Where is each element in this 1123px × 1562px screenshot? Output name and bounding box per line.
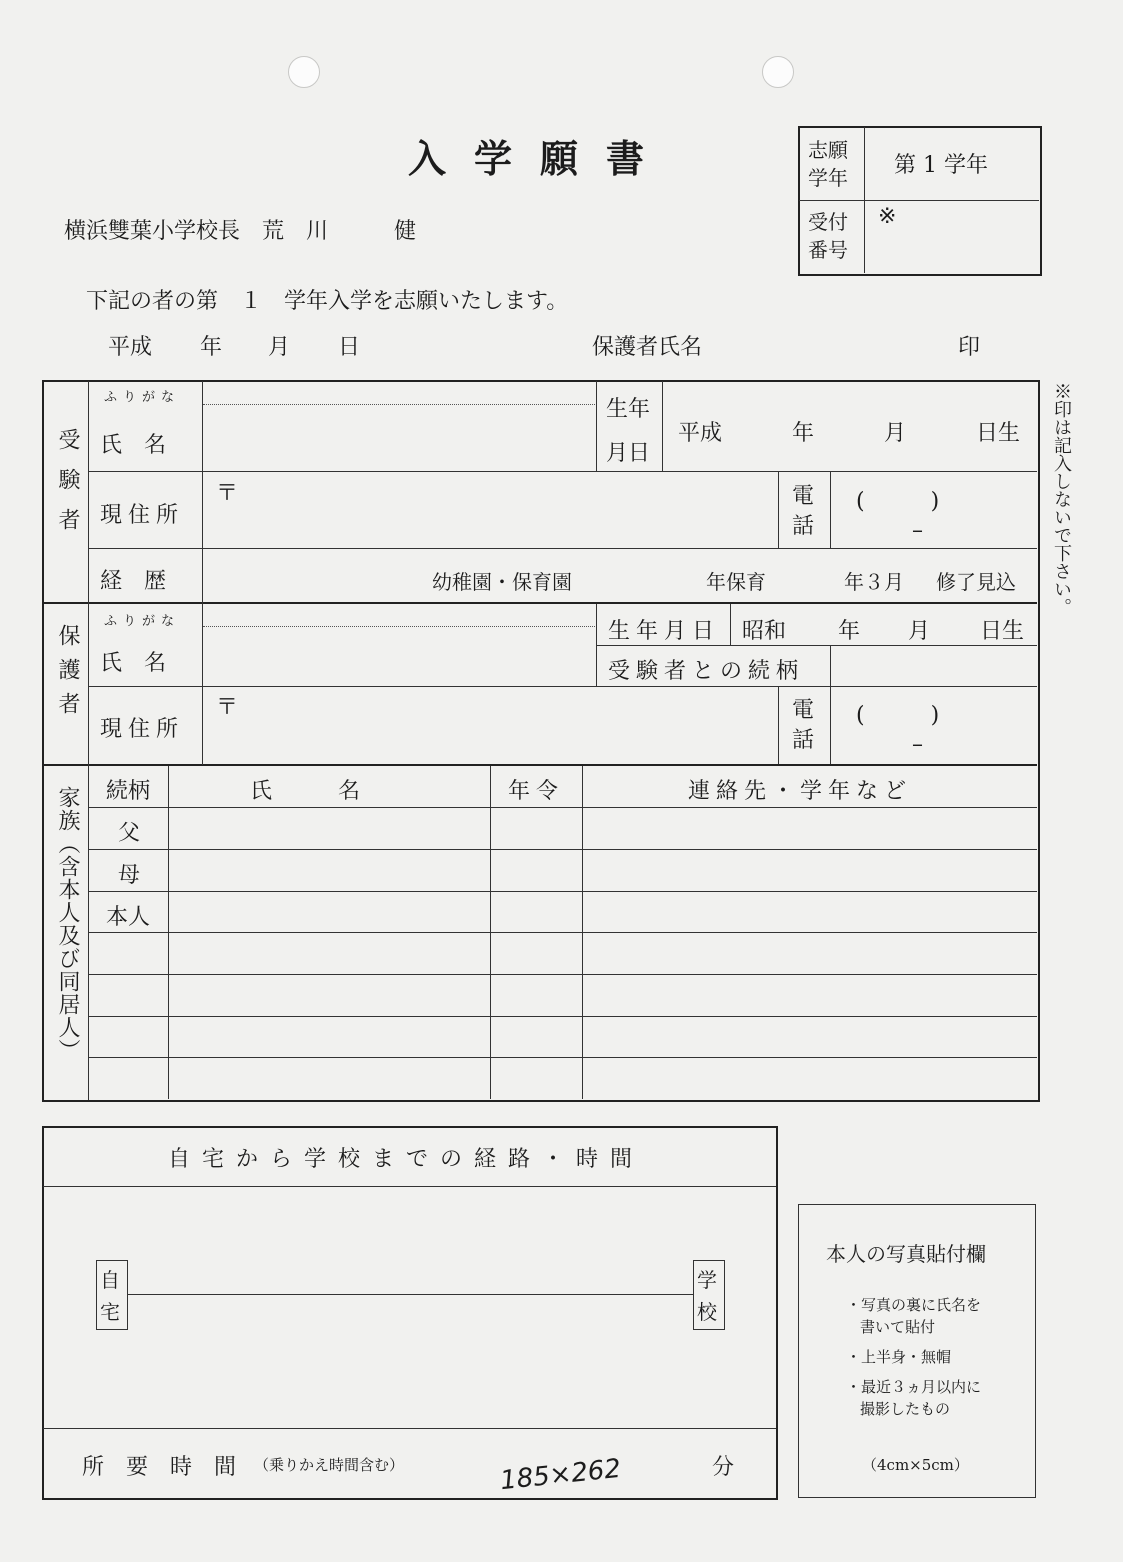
applicant-phone-field[interactable] — [832, 473, 1034, 547]
guardian-relation-label: 受験者との続柄 — [608, 659, 805, 684]
photo-title: 本人の写真貼付欄 — [826, 1242, 986, 1266]
family-age-fields[interactable] — [492, 809, 580, 1097]
family-col-name: 氏 名 — [250, 779, 361, 804]
date-year: 年 — [200, 335, 223, 360]
applicant-name-field[interactable] — [204, 408, 594, 468]
applicant-phone-dash: – — [912, 518, 923, 543]
guardian-postal-mark: 〒 — [216, 695, 239, 720]
guardian-row-line — [89, 686, 1037, 687]
addressee: 横浜雙葉小学校長 荒 川 健 — [64, 219, 417, 244]
applicant-birth-label-1: 生年 — [606, 397, 651, 422]
applicant-history-label: 経 歴 — [100, 569, 167, 594]
punch-hole-right — [762, 56, 794, 88]
history-graduation: 年３月 — [844, 570, 904, 594]
applicant-furigana-label: ふりがな — [104, 390, 181, 405]
guardian-family-divider — [43, 764, 1037, 766]
grade-value: 第 1 学年 — [894, 153, 988, 178]
applicant-birth-month: 月 — [884, 421, 907, 446]
applicant-postal-mark: 〒 — [216, 481, 239, 506]
applicant-birth-line-l — [596, 381, 597, 471]
family-row-line-0 — [89, 807, 1037, 808]
history-kindergarten: 幼稚園・保育園 — [432, 570, 572, 594]
applicant-section-label: 受験者 — [55, 428, 80, 548]
applicant-name-label: 氏 名 — [100, 433, 167, 458]
section-label-column-line — [88, 381, 89, 1100]
guardian-phone-paren: ( ) — [856, 703, 940, 728]
school-marker: 学校 — [697, 1268, 717, 1324]
grade-label: 志願学年 — [808, 138, 848, 190]
family-row-mother: 母 — [118, 863, 141, 888]
family-section-label: 家族（含本人及び同居人） — [55, 786, 80, 1062]
applicant-phone-paren: ( ) — [856, 489, 940, 514]
applicant-birth-year: 年 — [792, 421, 815, 446]
family-col-age: 年令 — [508, 779, 565, 804]
route-drawing-area[interactable] — [44, 1188, 772, 1426]
history-years: 年保育 — [706, 570, 766, 594]
history-expected: 修了見込 — [936, 570, 1016, 594]
photo-note-4: ・最近３ヵ月以内に — [846, 1378, 982, 1396]
applicant-address-label: 現住所 — [100, 503, 185, 528]
side-note: ※印は記入しないで下さい。 — [1051, 382, 1072, 616]
photo-size: （4cm×5cm） — [862, 1456, 969, 1474]
applicant-row-line-1 — [89, 471, 1037, 472]
family-contact-fields[interactable] — [584, 809, 1034, 1097]
applicant-furigana-line — [203, 404, 595, 405]
family-col-contact: 連絡先・学年など — [688, 779, 913, 804]
guardian-mid-line — [596, 645, 1037, 646]
guardian-furigana-line — [203, 626, 595, 627]
receipt-number-label: 受付番号 — [808, 210, 848, 262]
guardian-birth-day: 日生 — [980, 619, 1025, 644]
family-col-relation: 続柄 — [106, 779, 151, 804]
guardian-relation-line — [830, 646, 831, 686]
guardian-phone-label: 電話 — [792, 698, 815, 753]
applicant-row-line-2 — [89, 548, 1037, 549]
family-row-self: 本人 — [106, 905, 151, 930]
applicant-birth-label-2: 月日 — [606, 441, 651, 466]
label-column-line — [202, 381, 203, 765]
guardian-relation-field[interactable] — [832, 648, 1034, 684]
minutes-label: 分 — [712, 1455, 735, 1480]
travel-time-label: 所要時間 — [82, 1455, 259, 1480]
applicant-address-field[interactable] — [204, 473, 778, 547]
guardian-address-label: 現住所 — [100, 717, 185, 742]
photo-note-5: 撮影したもの — [860, 1400, 951, 1418]
applicant-guardian-divider — [43, 602, 1037, 604]
family-name-fields[interactable] — [170, 809, 488, 1097]
guardian-birth-era: 昭和 — [742, 619, 787, 644]
guardian-birth-year: 年 — [838, 619, 861, 644]
photo-note-2: 書いて貼付 — [860, 1318, 936, 1336]
route-time-line — [43, 1428, 776, 1429]
date-month: 月 — [268, 335, 291, 360]
form-title: 入学願書 — [408, 136, 673, 181]
guardian-address-field[interactable] — [204, 688, 778, 762]
route-title-line — [43, 1186, 776, 1187]
guardian-name-label: 保護者氏名 — [592, 335, 703, 360]
travel-time-note: （乗りかえ時間含む） — [254, 1456, 405, 1474]
receipt-mark: ※ — [878, 204, 897, 229]
date-era: 平成 — [108, 335, 153, 360]
guardian-name-label: 氏 名 — [100, 651, 167, 676]
travel-time-field[interactable] — [420, 1432, 700, 1490]
handwritten-size-note: 185×262 — [498, 1453, 623, 1497]
home-marker: 自宅 — [100, 1268, 120, 1324]
guardian-birth-month: 月 — [908, 619, 931, 644]
date-day: 日 — [338, 335, 361, 360]
photo-note-1: ・写真の裏に氏名を — [846, 1296, 982, 1314]
applicant-birth-day: 日生 — [976, 421, 1021, 446]
route-title: 自宅から学校までの経路・時間 — [168, 1147, 645, 1172]
guardian-furigana-label: ふりがな — [104, 614, 181, 629]
photo-note-3: ・上半身・無帽 — [846, 1348, 952, 1366]
punch-hole-left — [288, 56, 320, 88]
guardian-birth-line — [730, 604, 731, 646]
application-statement: 下記の者の第 １ 学年入学を志願いたします。 — [86, 289, 569, 314]
applicant-phone-label: 電話 — [792, 484, 815, 539]
applicant-phone-line-l — [778, 472, 779, 548]
guardian-phone-field[interactable] — [832, 688, 1034, 762]
guardian-birth-label: 生年月日 — [608, 619, 721, 644]
guardian-phone-dash: – — [912, 732, 923, 757]
guardian-phone-line-l — [778, 687, 779, 764]
office-box-divider-h — [799, 200, 1039, 201]
seal-mark: 印 — [958, 335, 981, 360]
family-row-father: 父 — [118, 821, 141, 846]
applicant-phone-line-r — [830, 472, 831, 548]
applicant-birth-line-r — [662, 381, 663, 471]
guardian-section-label: 保護者 — [55, 624, 80, 726]
applicant-birth-era: 平成 — [678, 421, 723, 446]
guardian-name-field[interactable] — [204, 630, 594, 684]
guardian-phone-line-r — [830, 687, 831, 764]
